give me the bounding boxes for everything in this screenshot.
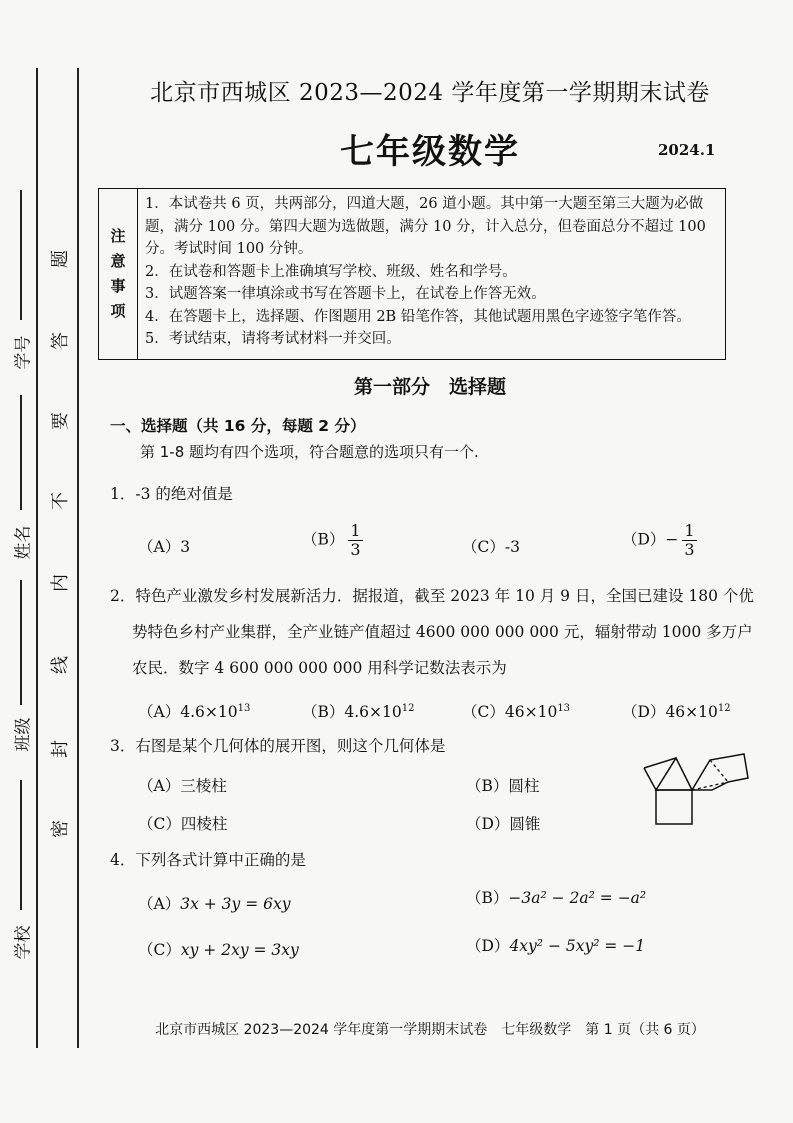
fraction-denominator: 3 (350, 540, 361, 559)
option-label: （A） (138, 703, 181, 721)
q3-option-a: （A）三棱柱 (138, 777, 227, 795)
q3-option-c: （C）四棱柱 (138, 815, 228, 833)
q1-option-d-label: （D）− (622, 530, 679, 549)
school-line (20, 780, 22, 910)
option-expression: xy + 2xy = 3xy (180, 941, 299, 959)
exam-date: 2024.1 (658, 141, 716, 159)
q2-stem-line3: 农民．数字 4 600 000 000 000 用科学记数法表示为 (132, 659, 507, 677)
q4-option-a (138, 892, 290, 914)
binding-margin-line-outer (36, 68, 38, 1048)
q3-option-d: （D）圆锥 (466, 815, 541, 833)
option-label: （B） (302, 703, 345, 721)
option-expression: 4xy² − 5xy² = −1 (509, 937, 646, 955)
q1-option-d (622, 522, 697, 559)
option-label: （B） (466, 889, 509, 907)
q2-option-b (302, 700, 415, 722)
seal-char: 封 (50, 740, 71, 758)
q1-option-b-fraction (348, 522, 362, 559)
net-bottom-rect (656, 790, 692, 824)
seal-char: 密 (50, 820, 71, 838)
fraction-numerator: 1 (684, 521, 695, 540)
q1-option-a: （A）3 (138, 538, 191, 556)
notice-label-char: 事 (110, 277, 126, 295)
option-label: （D） (466, 937, 510, 955)
net-fold (692, 782, 728, 790)
class-line (20, 580, 22, 705)
prism-net-solid (644, 754, 748, 824)
exam-title: 北京市西城区 2023—2024 学年度第一学期期末试卷 (150, 80, 710, 106)
seal-char: 线 (50, 656, 71, 674)
student-id-label: 学号 (13, 335, 34, 370)
school-label: 学校 (13, 925, 34, 960)
seal-char: 题 (50, 250, 71, 268)
binding-margin-line-inner (77, 68, 79, 1048)
notice-item: 1．本试卷共 6 页，共两部分，四道大题，26 道小题。其中第一大题至第三大题为必做题，满分 100 分。第四大题为选做题，满分 10 分，计入总分，但卷面总分不超过 100 分。考试时间 100 分钟。 (145, 196, 706, 257)
option-label: （D） (622, 703, 666, 721)
option-expression: −3a² − 2a² = −a² (508, 889, 647, 907)
notice-item: 3．试题答案一律填涂或书写在答题卡上，在试卷上作答无效。 (145, 286, 546, 302)
section-instruction: 第 1-8 题均有四个选项，符合题意的选项只有一个. (140, 443, 479, 461)
option-label: （C） (462, 703, 505, 721)
q2-option-d (622, 700, 731, 722)
q1-option-b (302, 522, 363, 559)
option-exponent: 12 (717, 702, 731, 714)
name-label: 姓名 (13, 525, 34, 560)
q4-option-d (466, 934, 645, 956)
exam-subject: 七年级数学 (340, 132, 520, 172)
notice-label-char: 意 (110, 252, 126, 270)
q2-stem-line2: 势特色乡村产业集群，全产业链产值超过 4600 000 000 000 元，辐射带动 1000 多万户 (132, 623, 753, 641)
option-label: （A） (138, 895, 181, 913)
q3-stem: 3．右图是某个几何体的展开图，则这个几何体是 (110, 737, 446, 755)
option-value: 46×10 (504, 703, 558, 721)
class-label: 班级 (13, 717, 34, 752)
q3-option-b: （B）圆柱 (466, 777, 540, 795)
option-value: 4.6×10 (180, 703, 238, 721)
q1-stem: 1．-3 的绝对值是 (110, 485, 233, 503)
seal-char: 不 (50, 492, 71, 510)
seal-char: 答 (50, 332, 71, 350)
net-fold (710, 760, 728, 782)
q4-option-b (466, 886, 646, 908)
option-value: 46×10 (665, 703, 718, 721)
net-top-rect (692, 754, 748, 790)
notice-label-char: 注 (110, 227, 126, 245)
name-line (20, 395, 22, 510)
q2-option-a (138, 700, 250, 722)
notice-items (145, 193, 719, 351)
student-id-line (20, 190, 22, 320)
notice-label-char: 项 (110, 302, 126, 320)
seal-char: 要 (50, 412, 71, 430)
seal-char: 内 (50, 574, 71, 592)
option-exponent: 13 (237, 702, 251, 714)
fraction-numerator: 1 (350, 521, 361, 540)
notice-item: 2．在试卷和答题卡上准确填写学校、班级、姓名和学号。 (145, 263, 517, 280)
net-edge (644, 768, 656, 790)
q1-option-d-fraction (682, 522, 696, 559)
q2-stem-line1: 2．特色产业激发乡村发展新活力．据报道，截至 2023 年 10 月 9 日，全国已建设 180 个优 (110, 587, 754, 605)
section-heading: 一、选择题（共 16 分，每题 2 分） (110, 417, 366, 435)
option-exponent: 12 (401, 702, 415, 714)
q4-stem: 4．下列各式计算中正确的是 (110, 851, 306, 869)
notice-label (99, 189, 138, 359)
part-title: 第一部分 选择题 (353, 376, 506, 398)
notice-item: 4．在答题卡上，选择题、作图题用 2B 铅笔作答，其他试题用黑色字迹签字笔作答。 (145, 308, 691, 325)
fraction-denominator: 3 (684, 540, 695, 559)
option-expression: 3x + 3y = 6xy (180, 895, 291, 913)
prism-net-figure (640, 738, 752, 834)
notice-item: 5．考试结束，请将考试材料一并交回。 (145, 331, 401, 347)
q2-option-c (462, 700, 570, 722)
option-value: 4.6×10 (344, 703, 402, 721)
q4-option-c (138, 938, 299, 960)
option-exponent: 13 (557, 702, 571, 714)
q1-option-c: （C）-3 (462, 538, 520, 556)
option-label: （C） (138, 941, 181, 959)
notice-box (98, 188, 726, 360)
page-footer: 北京市西城区 2023—2024 学年度第一学期期末试卷 七年级数学 第 1 页（共 6 页） (155, 1022, 705, 1038)
q1-option-b-label: （B） (302, 530, 345, 549)
